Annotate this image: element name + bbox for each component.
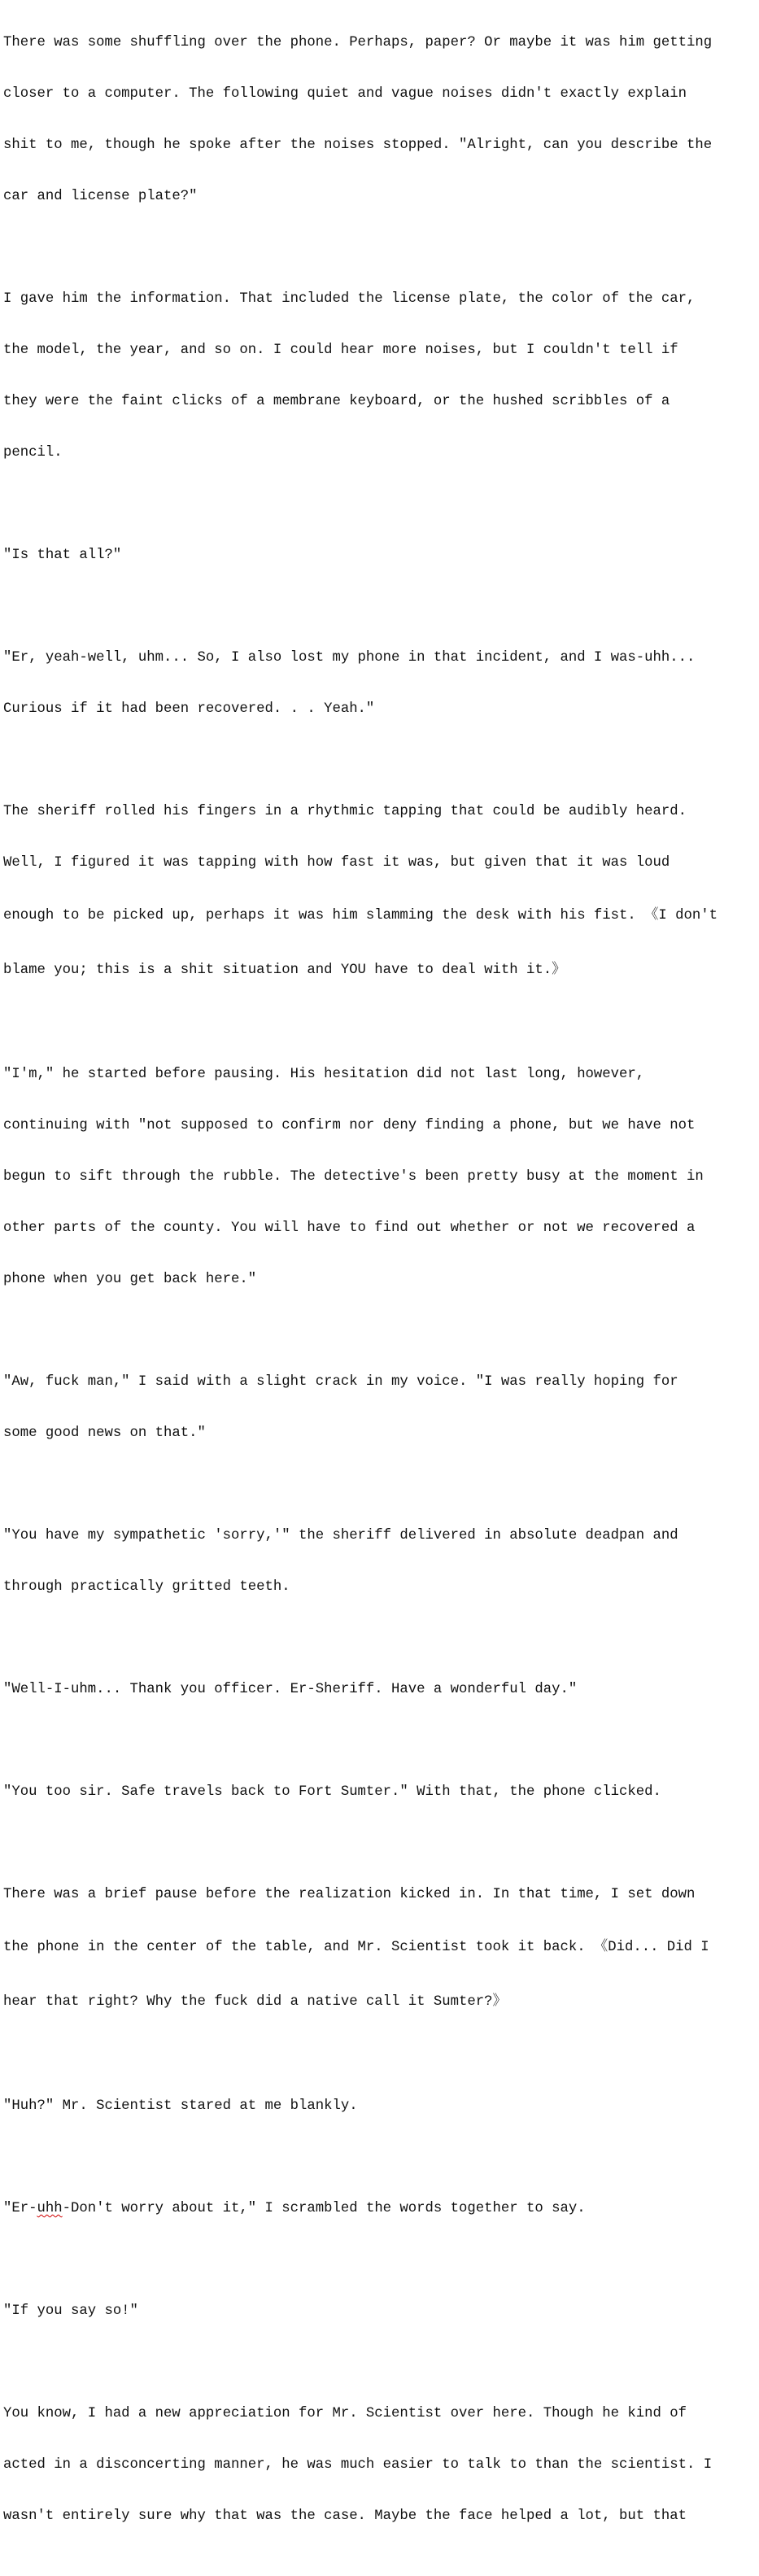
- text-line: begun to sift through the rubble. The detective's been pretty busy at the moment in: [3, 1169, 704, 1185]
- text-line: "You too sir. Safe travels back to Fort Sumter." With that, the phone clicked.: [3, 1784, 661, 1800]
- text-line: Well, I figured it was tapping with how fast it was, but given that it was loud: [3, 855, 670, 871]
- text-line: enough to be picked up, perhaps it was him slamming the desk with his fist. 《I don't: [3, 908, 718, 923]
- text-line: "I'm," he started before pausing. His hesitation did not last long, however,: [3, 1067, 645, 1082]
- text-line: continuing with "not supposed to confirm nor deny finding a phone, but we have not: [3, 1118, 696, 1133]
- text-line: the model, the year, and so on. I could hear more noises, but I couldn't tell if: [3, 343, 678, 358]
- paragraph: [3, 513, 758, 598]
- text-line: car and license plate?": [3, 189, 198, 204]
- text-fragment: -Don't worry about it," I scrambled the words together to say.: [62, 2201, 586, 2216]
- text-line: "If you say so!": [3, 2303, 138, 2319]
- paragraph: [3, 2063, 758, 2149]
- text-line: closer to a computer. The following quiet and vague noises didn't exactly explain: [3, 86, 687, 102]
- text-line: acted in a disconcerting manner, he was much easier to talk to than the scientist. I: [3, 2457, 713, 2473]
- paragraph: [3, 0, 758, 239]
- text-line: You know, I had a new appreciation for Mr. Scientist over here. Though he kind of: [3, 2406, 687, 2421]
- paragraph: [3, 256, 758, 496]
- text-line: There was a brief pause before the realization kicked in. In that time, I set down: [3, 1887, 696, 1902]
- text-line: Curious if it had been recovered. . . Yeah.": [3, 701, 375, 717]
- text-line: The sheriff rolled his fingers in a rhythmic tapping that could be audibly heard.: [3, 804, 687, 819]
- text-line: other parts of the county. You will have to find out whether or not we recovered a: [3, 1220, 696, 1236]
- text-line: "Aw, fuck man," I said with a slight crack in my voice. "I was really hoping for: [3, 1374, 678, 1390]
- paragraph: [3, 1493, 758, 1630]
- paragraph: [3, 2166, 758, 2251]
- text-line: through practically gritted teeth.: [3, 1579, 290, 1595]
- text-line: "You have my sympathetic 'sorry,'" the sheriff delivered in absolute deadpan and: [3, 1528, 678, 1543]
- spellcheck-flagged-word[interactable]: uhh: [37, 2201, 63, 2216]
- text-fragment: "Er-: [3, 2201, 37, 2216]
- text-line: "Huh?" Mr. Scientist stared at me blankly.: [3, 2098, 358, 2114]
- text-line: wasn't entirely sure why that was the case. Maybe the face helped a lot, but that: [3, 2508, 687, 2524]
- paragraph: [3, 615, 758, 752]
- paragraph: [3, 1852, 758, 2046]
- text-line: pencil.: [3, 445, 63, 461]
- text-line: they were the faint clicks of a membrane keyboard, or the hushed scribbles of a: [3, 394, 670, 409]
- paragraph: [3, 2371, 758, 2559]
- text-line: [3, 2200, 758, 2217]
- paragraph: [3, 1647, 758, 1732]
- text-line: I gave him the information. That included the license plate, the color of the car,: [3, 291, 696, 307]
- text-line: phone when you get back here.": [3, 1272, 257, 1287]
- text-line: shit to me, though he spoke after the noises stopped. "Alright, can you describe the: [3, 138, 713, 153]
- paragraph: [3, 1032, 758, 1322]
- text-line: hear that right? Why the fuck did a native call it Sumter?》: [3, 1994, 507, 2010]
- text-line: There was some shuffling over the phone. Perhaps, paper? Or maybe it was him getting: [3, 35, 713, 50]
- text-line: "Well-I-uhm... Thank you officer. Er-Sheriff. Have a wonderful day.": [3, 1682, 578, 1697]
- paragraph: [3, 1339, 758, 1476]
- text-line: some good news on that.": [3, 1426, 206, 1441]
- text-line: "Er, yeah-well, uhm... So, I also lost my phone in that incident, and I was-uhh...: [3, 650, 696, 666]
- paragraph: [3, 1749, 758, 1835]
- paragraph: [3, 2268, 758, 2354]
- text-line: "Is that all?": [3, 548, 122, 563]
- text-line: the phone in the center of the table, and Mr. Scientist took it back. 《Did... Did I: [3, 1940, 709, 1955]
- document-body: [3, 0, 758, 2576]
- paragraph: [3, 769, 758, 1015]
- text-line: blame you; this is a shit situation and YOU have to deal with it.》: [3, 963, 566, 978]
